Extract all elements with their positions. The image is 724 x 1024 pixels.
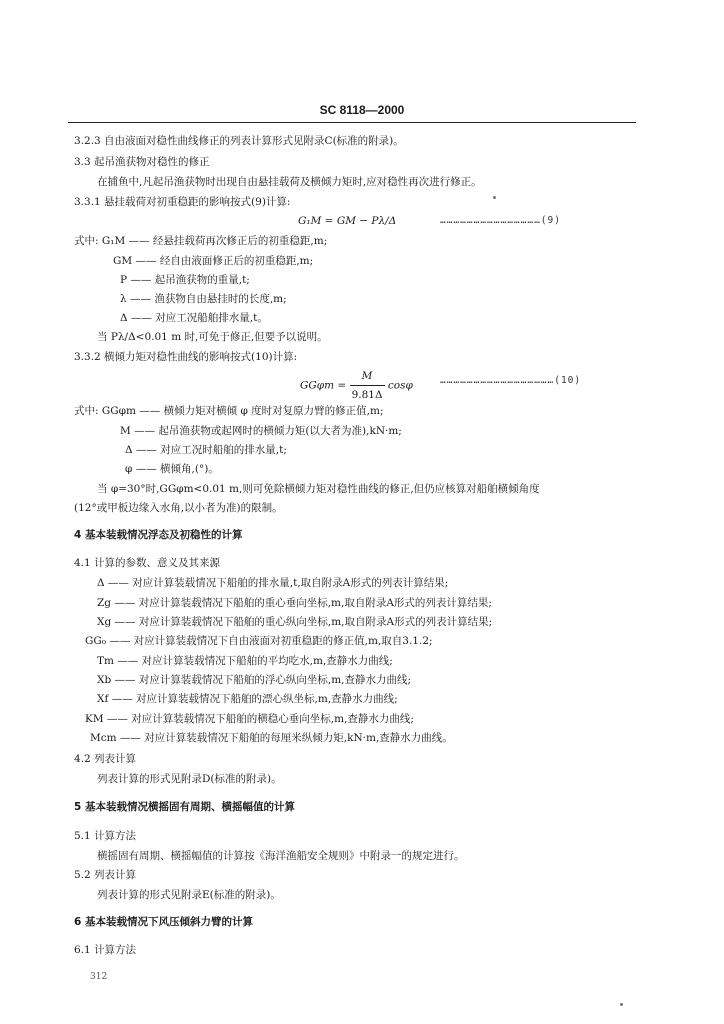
equation-9: G₁M = GM − Pλ/Δ [298,215,397,227]
paragraph-text: 在捕鱼中,凡起吊渔获物时出现自由悬挂载荷及横倾力矩时,应对稳性再次进行修正。 [97,176,482,188]
clause-5-2: 5.2 列表计算 [74,869,137,881]
clause-3-3-2: 3.3.2 横倾力矩对稳性曲线的影响按式(10)计算: [74,351,298,363]
section-5-heading: 5 基本装载情况横摇固有周期、横摇幅值的计算 [74,801,295,813]
page-number: 312 [90,972,108,982]
paragraph-text: 列表计算的形式见附录E(标准的附录)。 [97,889,281,901]
paragraph-text: 横摇固有周期、横摇幅值的计算按《海洋渔船安全规则》中附录一的规定进行。 [97,850,465,862]
paragraph-text: 当 φ=30°时,GGφm<0.01 m,则可免除横倾力矩对稳性曲线的修正,但仍应核算对船舶横倾角度 [97,483,540,495]
equation-10-number: ……………………………………………(10) [440,375,582,386]
paragraph-text: 当 Pλ/Δ<0.01 m 时,可免于修正,但要予以说明。 [97,331,328,343]
equation-10-numerator: M [350,367,385,386]
clause-5-1: 5.1 计算方法 [74,830,137,842]
paragraph-text: 列表计算的形式见附录D(标准的附录)。 [97,773,282,785]
parameter-definition: Xg —— 对应计算装载情况下船舶的重心纵向坐标,m,取自附录A形式的列表计算结果; [97,616,493,628]
parameter-definition: GG₀ —— 对应计算装载情况下自由液面对初重稳距的修正值,m,取自3.1.2; [85,635,433,647]
parameter-definition: Δ —— 对应计算装载情况下船舶的排水量,t,取自附录A形式的列表计算结果; [97,577,449,589]
scan-speck [620,1003,623,1006]
symbol-definition: 式中: G₁M —— 经悬挂载荷再次修正后的初重稳距,m; [74,235,328,247]
parameter-definition: Zg —— 对应计算装载情况下船舶的重心垂向坐标,m,取自附录A形式的列表计算结果; [97,597,492,609]
equation-10-fraction [350,367,385,404]
symbol-definition: λ —— 渔获物自由悬挂时的长度,m; [120,293,287,305]
clause-3-3-1: 3.3.1 悬挂载荷对初重稳距的影响按式(9)计算: [74,196,291,208]
symbol-definition: 式中: GGφm —— 横倾力矩对横倾 φ 度时对复原力臂的修正值,m; [74,405,384,417]
equation-10-tail: cosφ [387,379,413,392]
symbol-definition: GM —— 经自由液面修正后的初重稳距,m; [113,255,314,267]
parameter-definition: Xb —— 对应计算装载情况下船舶的浮心纵向坐标,m,查静水力曲线; [97,674,412,686]
page-header: SC 8118—2000 [319,103,405,117]
symbol-definition: Δ —— 对应工况船舶排水量,t。 [120,312,268,324]
clause-3-3-heading: 3.3 起吊渔获物对稳性的修正 [74,156,210,168]
parameter-definition: Tm —— 对应计算装载情况下船舶的平均吃水,m,查静水力曲线; [97,655,393,667]
clause-6-1: 6.1 计算方法 [74,944,137,956]
parameter-definition: KM —— 对应计算装载情况下船舶的横稳心垂向坐标,m,查静水力曲线; [85,713,414,725]
section-6-heading: 6 基本装载情况下风压倾斜力臂的计算 [74,916,253,928]
equation-10-denominator: 9.81Δ [351,389,383,401]
clause-4-1: 4.1 计算的参数、意义及其来源 [74,557,221,569]
clause-4-2: 4.2 列表计算 [74,753,137,765]
symbol-definition: Δ —— 对应工况时船舶的排水量,t; [125,444,287,456]
parameter-definition: Xf —— 对应计算装载情况下船舶的漂心纵坐标,m,查静水力曲线; [97,693,398,705]
header-rule [68,122,636,123]
section-4-heading: 4 基本装载情况浮态及初稳性的计算 [74,529,243,541]
equation-10-lhs: GGφm = [300,379,347,392]
equation-9-number: ………………………………………(9) [440,215,561,226]
symbol-definition: P —— 起吊渔获物的重量,t; [120,274,250,286]
scan-speck [493,196,496,199]
equation-10 [300,367,413,404]
symbol-definition: φ —— 横倾角,(°)。 [125,463,219,475]
symbol-definition: M —— 起吊渔获物或起网时的横倾力矩(以大者为准),kN·m; [120,425,402,437]
parameter-definition: Mcm —— 对应计算装载情况下船舶的每厘米纵倾力矩,kN·m,查静水力曲线。 [90,732,453,744]
clause-3-2-3: 3.2.3 自由液面对稳性曲线修正的列表计算形式见附录C(标准的附录)。 [74,135,404,147]
paragraph-text: (12°或甲板边缘入水角,以小者为准)的限制。 [74,502,283,514]
